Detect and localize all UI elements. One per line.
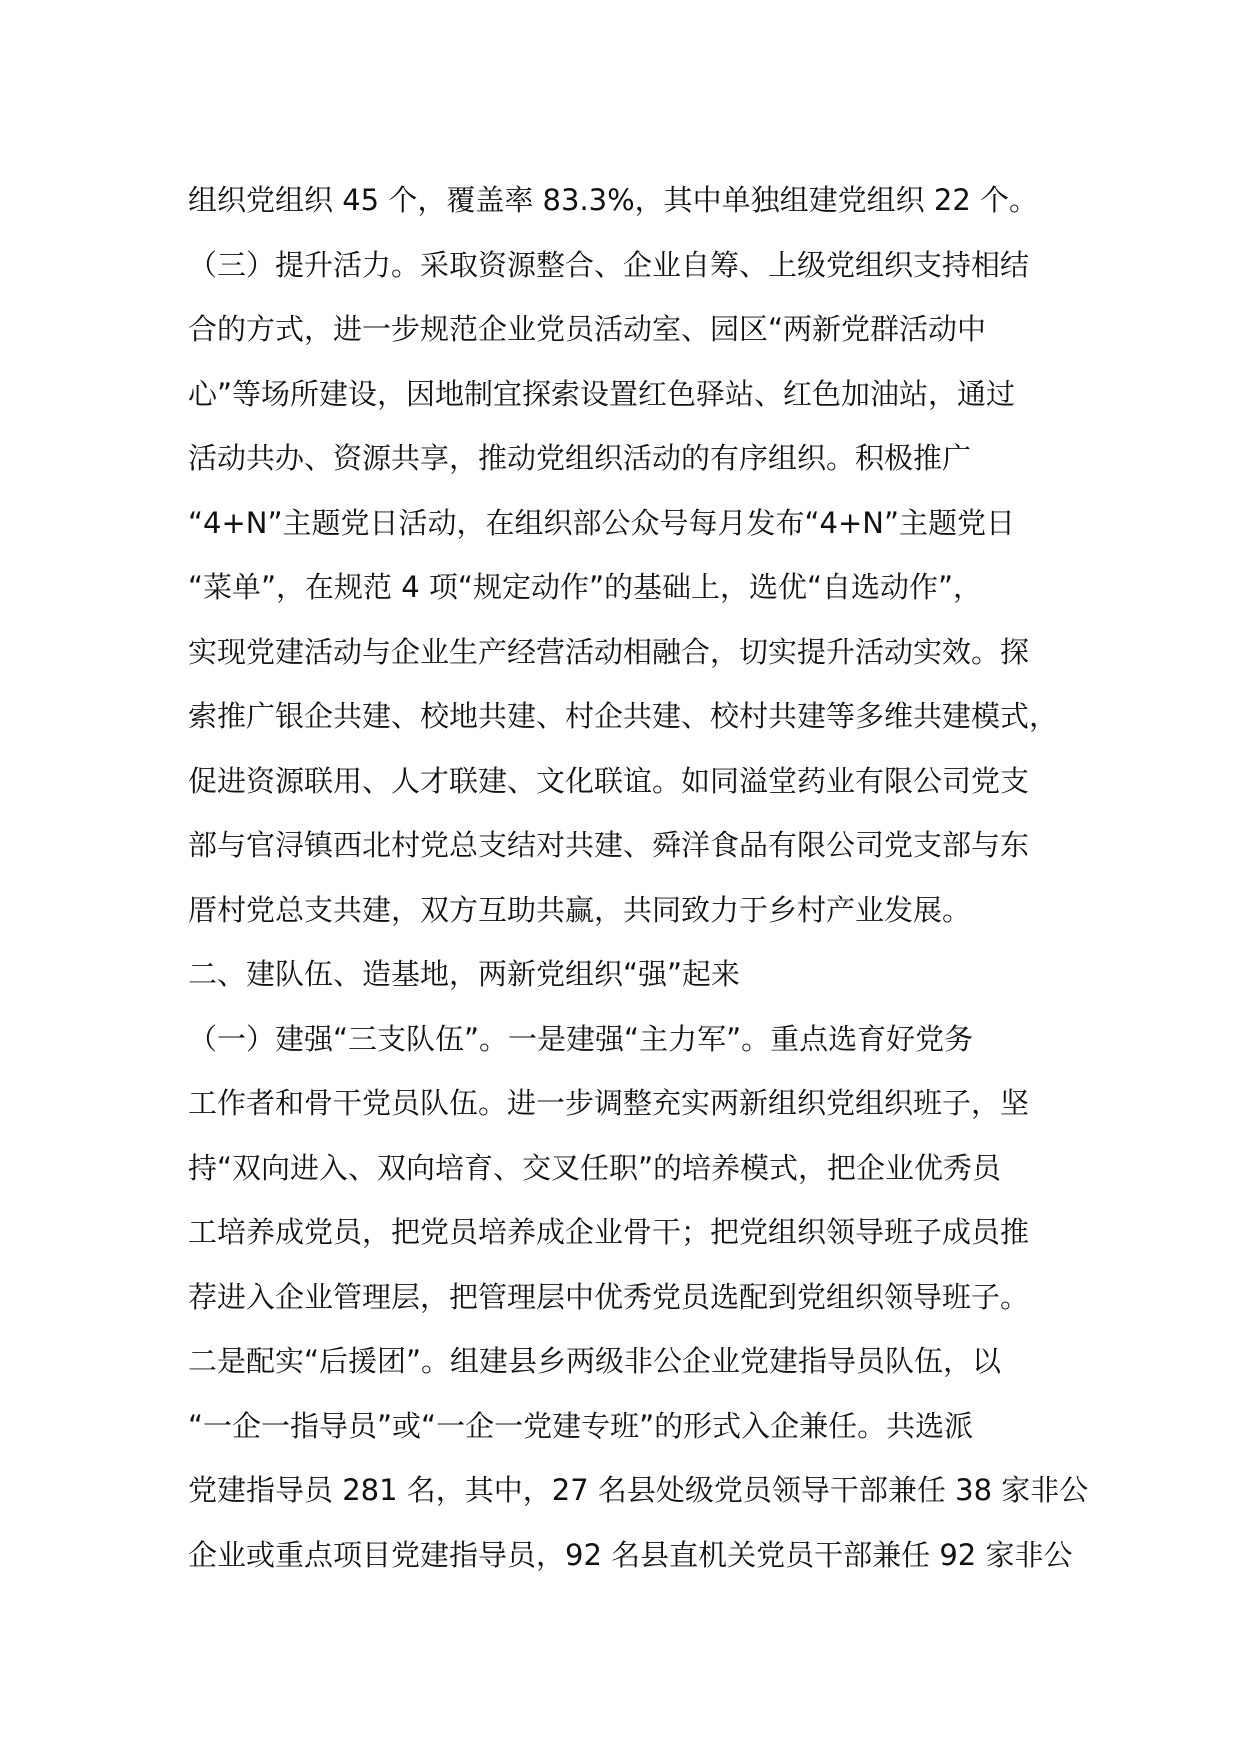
paragraph-line: 索推广银企共建、校地共建、村企共建、校村共建等多维共建模式， [188, 699, 1059, 733]
paragraph-line: 持“双向进入、双向培育、交叉任职”的培养模式，把企业优秀员 [188, 1150, 1002, 1185]
paragraph-line: 活动共办、资源共享，推动党组织活动的有序组织。积极推广 [188, 441, 972, 475]
paragraph-line: 厝村党总支共建，双方互助共赢，共同致力于乡村产业发展。 [188, 892, 972, 927]
paragraph-line: 部与官浔镇西北村党总支结对共建、舜洋食品有限公司党支部与东 [188, 828, 1030, 862]
paragraph-line: （三）提升活力。采取资源整合、企业自筹、上级党组织支持相结 [188, 247, 1030, 282]
paragraph-line: 工作者和骨干党员队伍。进一步调整充实两新组织党组织班子，坚 [188, 1086, 1030, 1120]
paragraph-line: 荐进入企业管理层，把管理层中优秀党员选配到党组织领导班子。 [188, 1279, 1030, 1314]
paragraph-line: “一企一指导员”或“一企一党建专班”的形式入企兼任。共选派 [188, 1408, 974, 1443]
paragraph-line: 促进资源联用、人才联建、文化联谊。如同溢堂药业有限公司党支 [188, 763, 1030, 798]
paragraph-line: 党建指导员 281 名，其中，27 名县处级党员领导干部兼任 38 家非公 [188, 1473, 1089, 1507]
paragraph-line: “菜单”，在规范 4 项“规定动作”的基础上，选优“自选动作”， [188, 570, 983, 604]
paragraph-line: 心”等场所建设，因地制宜探索设置红色驿站、红色加油站，通过 [188, 376, 1016, 411]
document-body [188, 168, 1088, 1587]
paragraph-line: 合的方式，进一步规范企业党员活动室、园区“两新党群活动中 [188, 312, 987, 346]
paragraph-line: 工培养成党员，把党员培养成企业骨干；把党组织领导班子成员推 [188, 1215, 1030, 1249]
paragraph-line: 企业或重点项目党建指导员，92 名县直机关党员干部兼任 92 家非公 [188, 1537, 1073, 1572]
section-heading: 二、建队伍、造基地，两新党组织“强”起来 [188, 957, 741, 991]
paragraph-line: 二是配实“后援团”。组建县乡两级非公企业党建指导员队伍，以 [188, 1344, 1002, 1378]
paragraph-line: （一）建强“三支队伍”。一是建强“主力军”。重点选育好党务 [188, 1021, 974, 1056]
paragraph-line: “4+N”主题党日活动，在组织部公众号每月发布“4+N”主题党日 [188, 505, 1015, 540]
paragraph-line: 组织党组织 45 个，覆盖率 83.3%，其中单独组建党组织 22 个。 [188, 183, 1039, 217]
paragraph-line: 实现党建活动与企业生产经营活动相融合，切实提升活动实效。探 [188, 634, 1030, 669]
